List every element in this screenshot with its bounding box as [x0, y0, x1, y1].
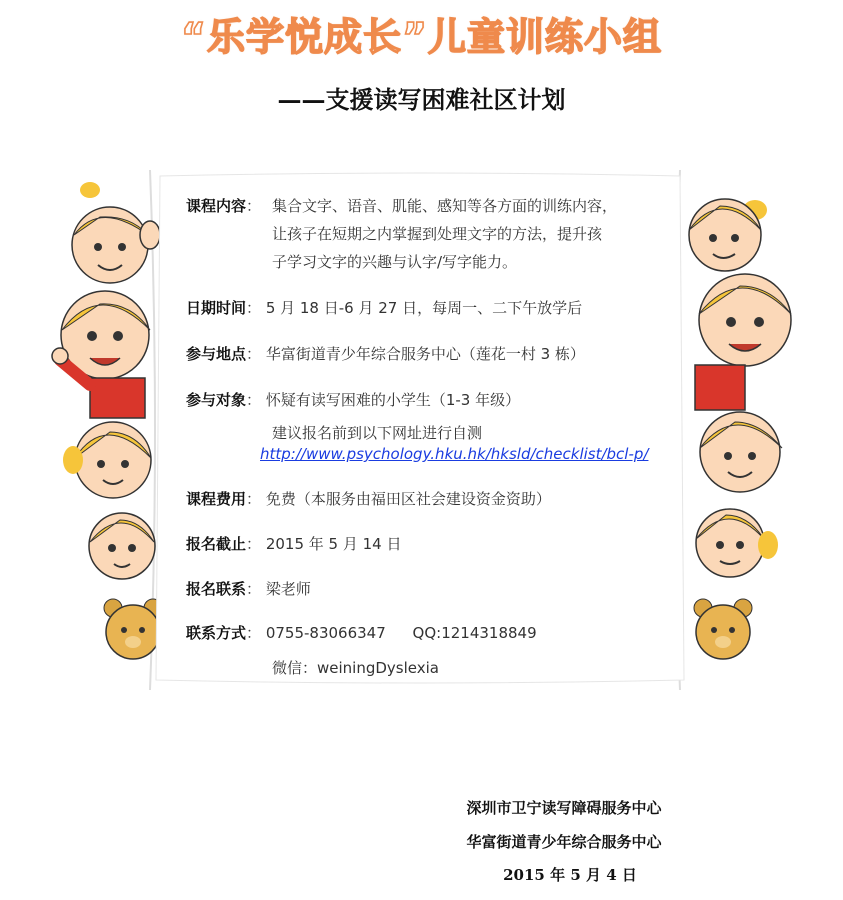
contact-value: 梁老师: [265, 580, 311, 598]
date-time-label: 日期时间: [186, 299, 247, 317]
deadline-value: 2015 年 5 月 14 日: [265, 535, 402, 553]
phone-value: 0755-83066347: [265, 624, 386, 642]
deadline-row: 报名截止： 2015 年 5 月 14 日: [186, 535, 402, 553]
target-value: 怀疑有读写困难的小学生（1-3 年级）: [265, 391, 521, 409]
course-content-label: 课程内容: [186, 197, 247, 215]
poster-subtitle: ——支援读写困难社区计划: [277, 85, 566, 114]
poster-title: “乐学悦成长”儿童训练小组: [181, 15, 662, 59]
cartoon-children-right-icon: [670, 170, 835, 690]
fee-label: 课程费用: [186, 490, 247, 508]
contact-row: 报名联系： 梁老师: [186, 580, 311, 598]
footer-org-2: 华富街道青少年综合服务中心: [466, 833, 662, 851]
qq-value: QQ:1214318849: [412, 624, 537, 642]
footer-date: 2015 年 5 月 4 日: [503, 866, 637, 884]
cartoon-children-left-icon: [10, 170, 160, 690]
footer-org-1: 深圳市卫宁读写障碍服务中心: [466, 799, 662, 817]
location-row: 参与地点： 华富街道青少年综合服务中心（莲花一村 3 栋）: [186, 345, 585, 363]
self-test-link[interactable]: http://www.psychology.hku.hk/hksld/checklist/bcl-p/: [260, 445, 649, 463]
course-content-row: 课程内容：: [186, 197, 262, 215]
target-note: 建议报名前到以下网址进行自测: [272, 424, 483, 442]
fee-row: 课程费用： 免费（本服务由福田区社会建设资金资助）: [186, 490, 551, 508]
wechat-value: 微信：weiningDyslexia: [272, 659, 439, 677]
contact-label: 报名联系: [186, 580, 247, 598]
contact-method-label: 联系方式: [186, 624, 247, 642]
target-label: 参与对象: [186, 391, 247, 409]
date-time-row: 日期时间： 5 月 18 日-6 月 27 日，每周一、二下午放学后: [186, 299, 583, 317]
contact-method-row: 联系方式： 0755-83066347 QQ:1214318849: [186, 624, 537, 642]
course-content-text: 集合文字、语音、肌能、感知等各方面的训练内容， 让孩子在短期之内掌握到处理文字的方法，提升孩 子学习文字的兴趣与认字/写字能力。: [272, 197, 618, 271]
deadline-label: 报名截止: [186, 535, 247, 553]
date-time-value: 5 月 18 日-6 月 27 日，每周一、二下午放学后: [265, 299, 583, 317]
target-row: 参与对象： 怀疑有读写困难的小学生（1-3 年级）: [186, 391, 521, 409]
location-label: 参与地点: [186, 345, 247, 363]
location-value: 华富街道青少年综合服务中心（莲花一村 3 栋）: [265, 345, 585, 363]
fee-value: 免费（本服务由福田区社会建设资金资助）: [265, 490, 551, 508]
